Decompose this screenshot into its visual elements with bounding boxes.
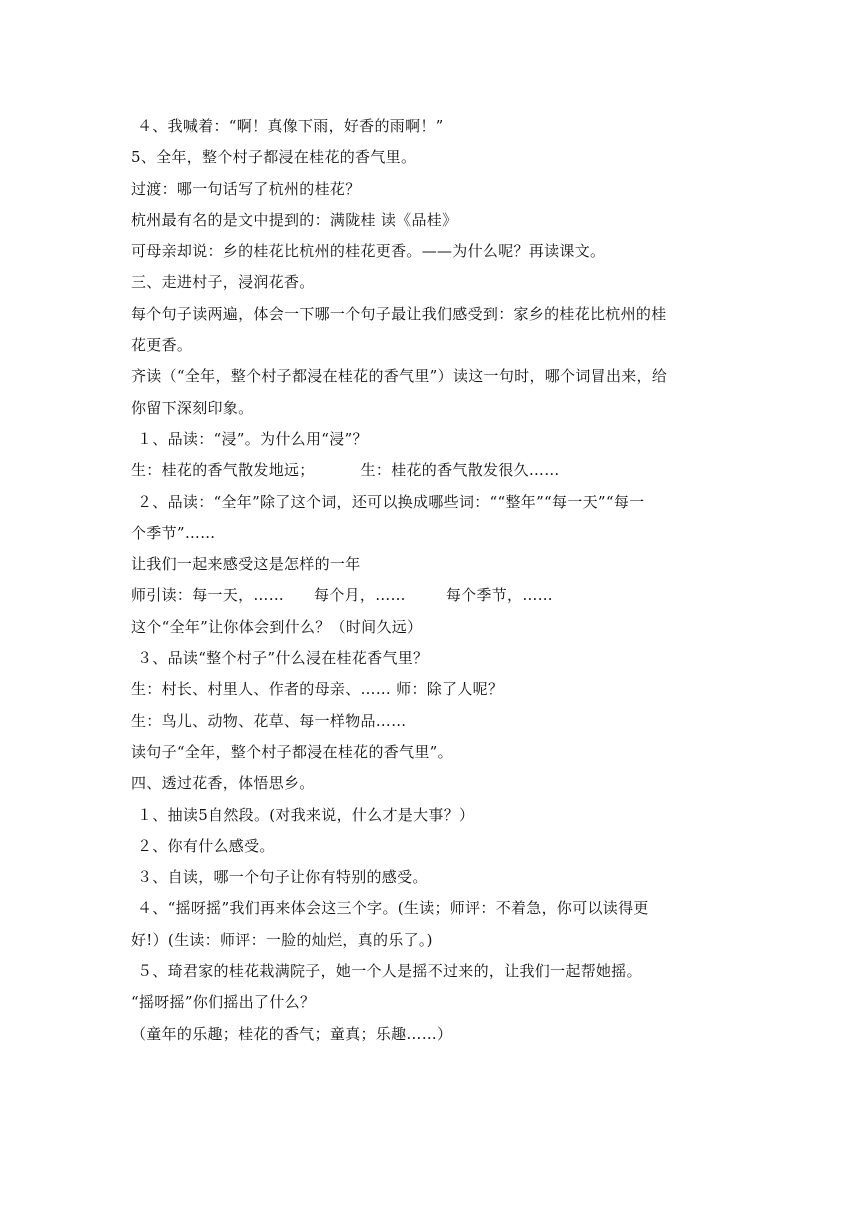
text-line: 5、全年，整个村子都浸在桂花的香气里。 [131,148,417,167]
text-line: 过渡：哪一句话写了杭州的桂花？ [131,179,361,198]
text-line [131,580,731,611]
text-line [131,455,731,486]
text-line: ３、品读“整个村子”什么浸在桂花香气里？ [137,649,429,668]
text-line: 生：村长、村里人、作者的母亲、…… 师：除了人呢？ [131,680,504,699]
text-line: 每个句子读两遍，体会一下哪一个句子最让我们感受到：家乡的桂花比杭州的桂 [131,304,667,323]
text-line: 你留下深刻印象。 [131,398,254,417]
text-line: 读句子“全年，整个村子都浸在桂花的香气里”。 [131,742,453,761]
text-line: 齐读（“全年，整个村子都浸在桂花的香气里”）读这一句时，哪个词冒出来，给 [131,367,668,386]
text-line: 让我们一起来感受这是怎样的一年 [131,555,361,574]
section-heading: 四、透过花香，体悟思乡。 [131,774,315,793]
document-body [131,111,731,1050]
section-heading: 三、走进村子，浸润花香。 [131,273,315,292]
student-answer: 生：桂花的香气散发很久…… [360,461,560,480]
student-answer: 生：桂花的香气散发地远； [131,461,315,480]
teacher-prompt: 每个季节，…… [445,586,553,605]
text-line: “摇呀摇”你们摇出了什么？ [131,993,316,1012]
text-line: 这个“全年”让你体会到什么？（时间久远） [131,617,423,636]
text-line: 可母亲却说：乡的桂花比杭州的桂花更香。——为什么呢？再读课文。 [131,242,606,261]
text-line: １、品读：“浸”。为什么用“浸”？ [137,429,368,448]
text-line: １、抽读5自然段。(对我来说，什么才是大事？） [137,805,475,824]
text-line: ４、“摇呀摇”我们再来体会这三个字。(生读；师评：不着急，你可以读得更 [137,899,649,918]
text-line: ４、我喊着：“啊！真像下雨，好香的雨啊！” [137,117,444,135]
text-line: 生：鸟儿、动物、花草、每一样物品…… [131,711,407,730]
text-line: 杭州最有名的是文中提到的：满陇桂 读《品桂》 [131,210,458,229]
text-line: ２、你有什么感受。 [137,836,275,855]
text-line: 个季节”…… [131,523,216,542]
text-line: ５、琦君家的桂花栽满院子，她一个人是摇不过来的，让我们一起帮她摇。 [137,962,642,981]
text-line: （童年的乐趣；桂花的香气；童真；乐趣……） [131,1024,453,1043]
text-line: ３、自读，哪一个句子让你有特别的感受。 [137,868,428,887]
text-line: 花更香。 [131,336,193,355]
teacher-prompt: 师引读：每一天，…… [131,586,285,605]
text-line: ２、品读：“全年”除了这个词，还可以换成哪些词：““整年”“每一天”“每一 [137,492,645,511]
teacher-prompt: 每个月，…… [314,586,406,605]
text-line: 好!）(生读：师评：一脸的灿烂，真的乐了。) [131,930,433,949]
